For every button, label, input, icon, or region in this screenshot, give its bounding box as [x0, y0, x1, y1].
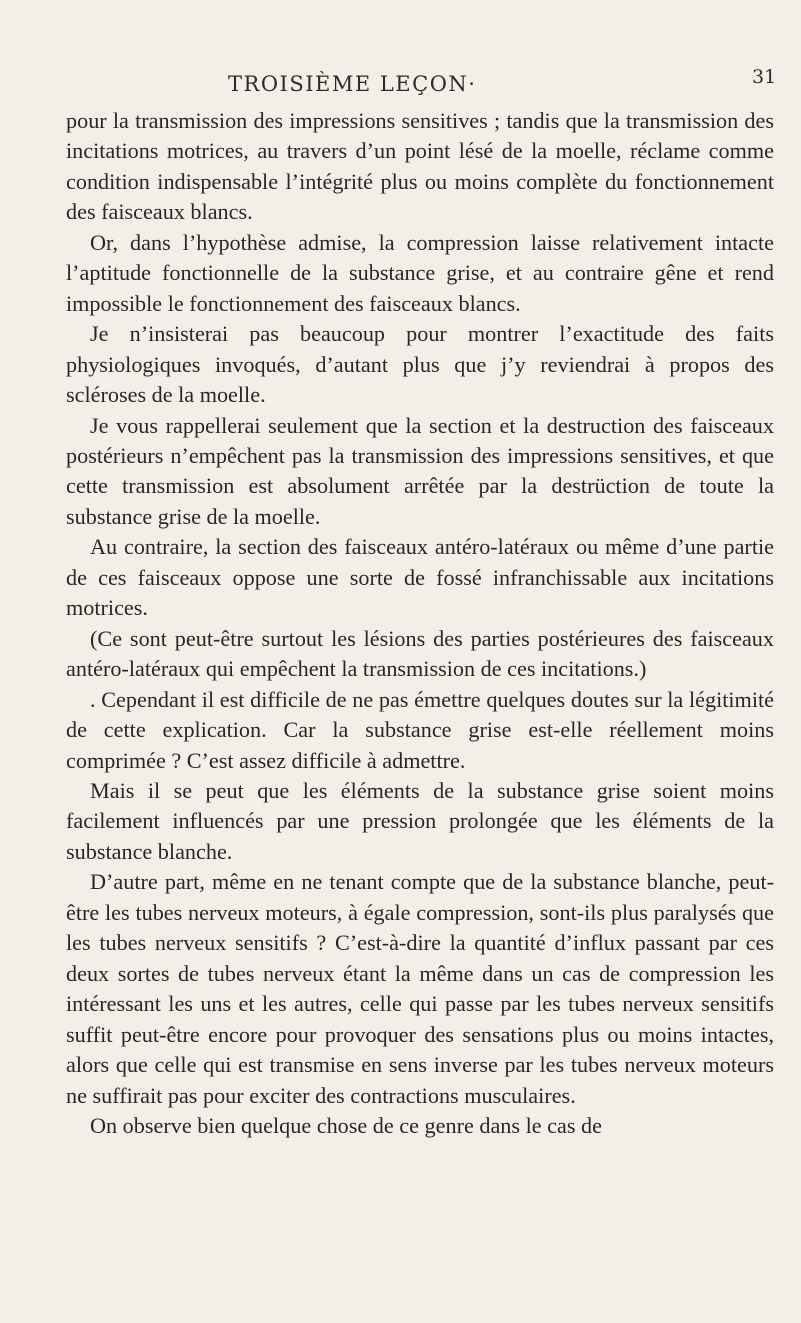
paragraph: Je vous rappellerai seulement que la section et la destruction des faisceaux postérieurs n’empêchent pas la transmission des impressions sensitives, et que cette transmission est absolument arrêtée par la destrüction de toute la substance grise de la moelle.: [66, 412, 774, 529]
paragraph: Je n’insisterai pas beaucoup pour montrer l’exactitude des faits physiologiques invoqués, d’autant plus que j’y reviendrai à propos des scléroses de la moelle.: [66, 321, 774, 408]
paragraph: Au contraire, la section des faisceaux antéro-latéraux ou même d’une partie de ces faisceaux oppose une sorte de fossé infranchissable aux incitations motrices.: [66, 534, 774, 621]
paragraph: On observe bien quelque chose de ce genre dans le cas de: [90, 1112, 602, 1138]
paragraph: Mais il se peut que les éléments de la substance grise soient moins facilement influencés par une pression prolongée que les éléments de la substance blanche.: [66, 777, 774, 864]
paragraph: pour la transmission des impressions sensitives ; tandis que la transmission des incitations motrices, au travers d’un point lésé de la moelle, réclame comme condition indispensable l’intégrité plus ou moins complète du fonctionnement des faisceaux blancs.: [66, 108, 774, 225]
paragraph: (Ce sont peut-être surtout les lésions des parties postérieures des faisceaux antéro-latéraux qui empêchent la transmission de ces incitations.): [66, 625, 774, 682]
body-text: [66, 106, 774, 1141]
paragraph: D’autre part, même en ne tenant compte que de la substance blanche, peut-être les tubes nerveux moteurs, à égale compression, sont-ils plus paralysés que les tubes nerveux sensitifs ? C’est-à-dire la quantité d’influx passant par ces deux sortes de tubes nerveux étant la même dans un cas de compression les intéressant les uns et les autres, celle qui passe par les tubes nerveux sensitifs suffit peut-être encore pour provoquer des sensations plus ou moins intactes, alors que celle qui est transmise en sens inverse par les tubes nerveux moteurs ne suffirait pas pour exciter des contractions musculaires.: [66, 869, 774, 1108]
page-number: 31: [752, 66, 777, 88]
running-head: TROISIÈME LEÇON·: [228, 72, 477, 96]
paragraph: Or, dans l’hypothèse admise, la compression laisse relativement intacte l’aptitude fonctionnelle de la substance grise, et au contraire gêne et rend impossible le fonctionnement des faisceaux blancs.: [66, 229, 774, 316]
paragraph: . Cependant il est difficile de ne pas émettre quelques doutes sur la légitimité de cette explication. Car la substance grise est-elle réellement moins comprimée ? C’est assez difficile à admettre.: [66, 686, 774, 773]
